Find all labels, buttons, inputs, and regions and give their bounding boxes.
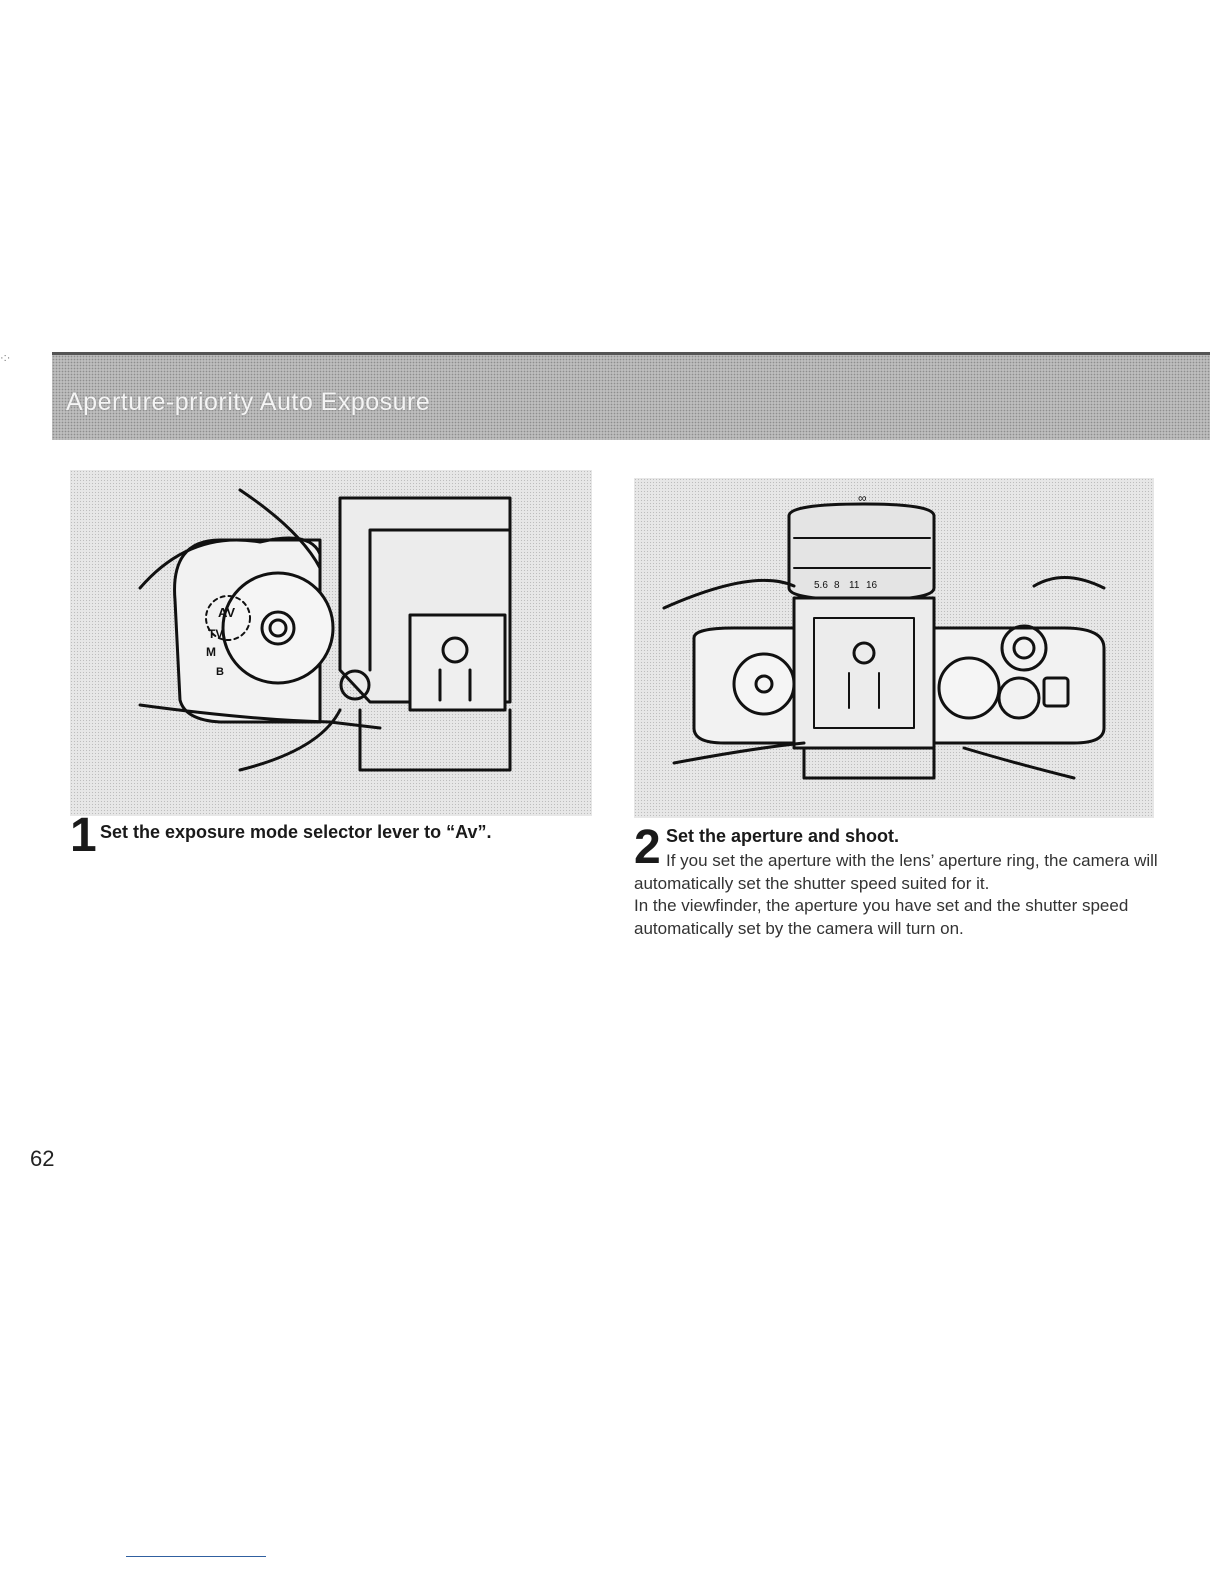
figure-mode-selector xyxy=(70,470,592,816)
aperture-value: 8 xyxy=(834,580,840,591)
instruction-paragraph: In the viewfinder, the aperture you have set and the shutter speed automatically set by the camera will turn on. xyxy=(634,896,1129,938)
mode-selector-illustration xyxy=(70,470,592,816)
section-title: Aperture-priority Auto Exposure xyxy=(66,388,431,416)
aperture-value: 5.6 xyxy=(814,580,828,591)
mode-label-m: M xyxy=(206,645,216,659)
instruction-paragraph: If you set the aperture with the lens’ aperture ring, the camera will automatically set the shutter speed suited for it. xyxy=(634,851,1158,893)
aperture-ring-illustration xyxy=(634,478,1154,818)
lens-infinity-mark: ∞ xyxy=(858,491,867,505)
scan-mark: ·:· xyxy=(0,352,11,364)
step-number: 2 xyxy=(634,821,661,874)
page-number: 62 xyxy=(30,1146,55,1171)
figure-aperture-ring xyxy=(634,478,1154,818)
section-header-band xyxy=(52,352,1210,440)
mode-label-b: B xyxy=(216,666,224,678)
mode-label-av: AV xyxy=(218,605,236,620)
aperture-value: 11 xyxy=(849,580,860,591)
step-number: 1 xyxy=(70,809,97,862)
step-title: Set the exposure mode selector lever to “Av”. xyxy=(100,822,492,842)
step-title: Set the aperture and shoot. xyxy=(666,826,900,846)
aperture-value: 16 xyxy=(866,580,878,591)
footnote-rule xyxy=(126,1556,266,1557)
step-instructions xyxy=(634,850,1164,940)
mode-label-tv: TV xyxy=(208,627,224,641)
